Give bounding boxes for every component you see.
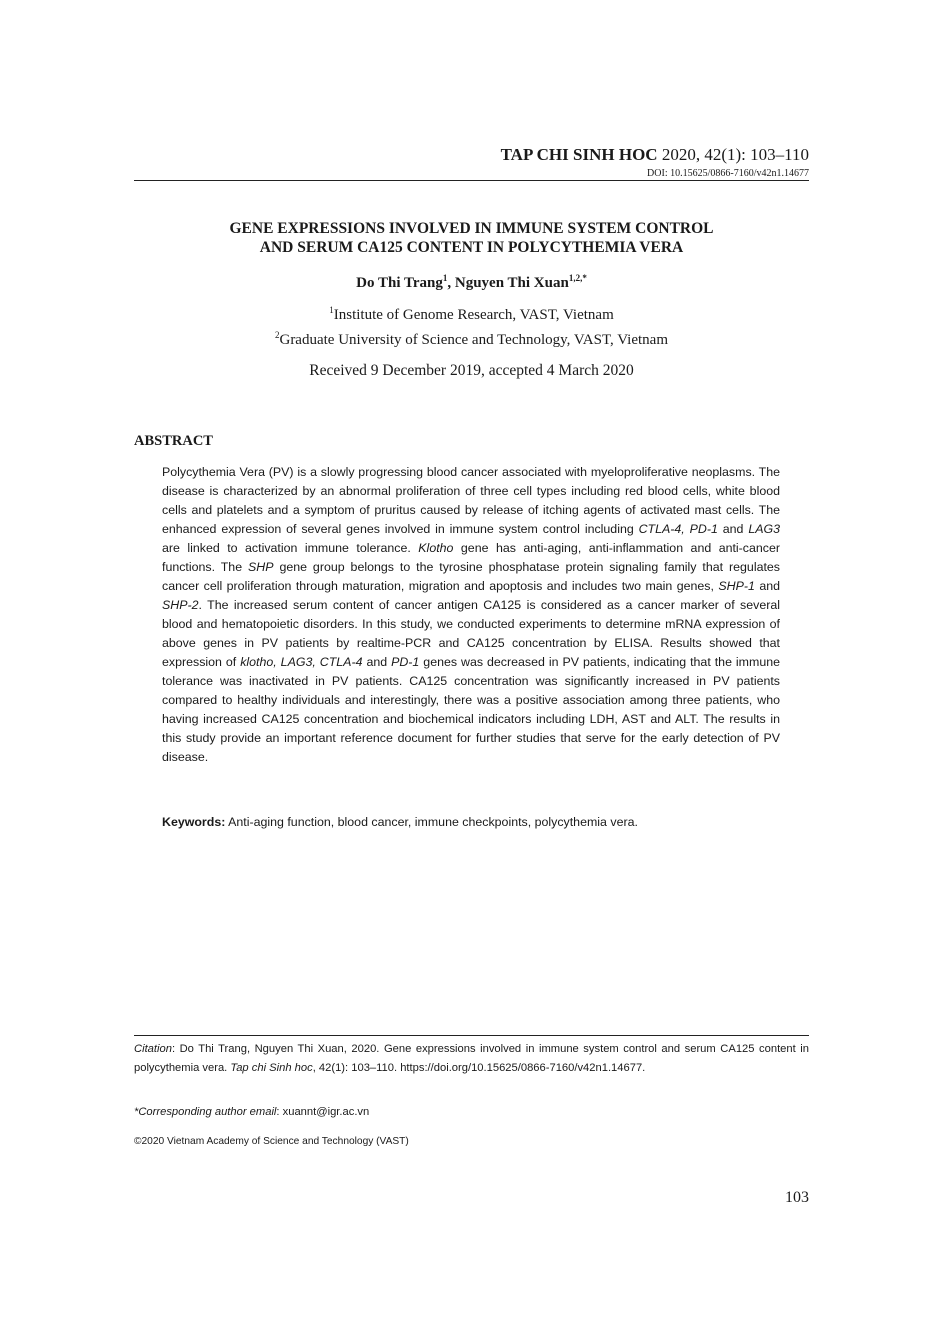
journal-header <box>501 145 809 179</box>
gene-name: Klotho <box>418 541 454 555</box>
abstract-text: gene group belongs to the tyrosine phosphatase protein signaling family that regulates cancer cell proliferation through maturation, migration and apoptosis and includes two main genes, <box>162 560 780 593</box>
abstract-text: Polycythemia Vera (PV) is a slowly progressing blood cancer associated with myeloproliferative neoplasms. The disease is characterized by an abnormal proliferation of three cell types including red blood cells, white blood cells and platelets and a symptom of pruritus caused by release of itching agents of activated mast cells. The enhanced expression of several genes involved in immune system control including <box>162 465 780 536</box>
gene-name: SHP-1 <box>718 579 755 593</box>
abstract-body <box>162 463 780 767</box>
affiliation-2-marker: 2 <box>274 330 280 340</box>
author-separator: , <box>447 275 455 291</box>
citation-text-tail[interactable]: , 42(1): 103–110. https://doi.org/10.15625/0866-7160/v42n1.14677. <box>312 1062 646 1074</box>
keywords-label: Keywords: <box>162 815 226 829</box>
keywords-text: Anti-aging function, blood cancer, immune checkpoints, polycythemia vera. <box>225 815 638 829</box>
author-1-affiliation: 1 <box>442 273 448 283</box>
journal-name: TAP CHI SINH HOC <box>500 145 658 164</box>
affiliation-2 <box>134 325 809 350</box>
copyright: ©2020 Vietnam Academy of Science and Technology (VAST) <box>134 1136 409 1147</box>
gene-name: LAG3 <box>748 522 780 536</box>
article-title-line-1: GENE EXPRESSIONS INVOLVED IN IMMUNE SYSTEM CONTROL <box>229 220 714 237</box>
gene-name: klotho, LAG3, CTLA-4 <box>240 655 363 669</box>
citation-text: : Do Thi Trang, Nguyen Thi Xuan, 2020. Gene expressions involved in immune system control and serum CA125 content in polycythemia vera. <box>134 1043 809 1074</box>
gene-name: SHP-2 <box>162 598 199 612</box>
article-title <box>134 219 809 257</box>
citation <box>134 1040 809 1078</box>
received-date: Received 9 December 2019, accepted 4 March 2020 <box>309 362 634 379</box>
corresponding-email[interactable]: : xuannt@igr.ac.vn <box>276 1106 370 1118</box>
abstract-text: are linked to activation immune tolerance. <box>162 541 419 555</box>
affiliation-2-text: Graduate University of Science and Technology, VAST, Vietnam <box>279 332 669 348</box>
corresponding-author <box>134 1106 369 1118</box>
authors <box>134 273 809 292</box>
author-2-affiliation: 1,2,* <box>568 273 587 283</box>
affiliation-1-marker: 1 <box>329 305 334 315</box>
abstract-text: . The increased serum content of cancer antigen CA125 is considered as a cancer marker of several blood and hematopoietic disorders. In this study, we conducted experiments to determine mRNA expression of above genes in PV patients by realtime-PCR and CA125 concentration by ELISA. Results showed that expression of <box>162 598 780 669</box>
author-2: Nguyen Thi Xuan <box>454 275 569 291</box>
doi: DOI: 10.15625/0866-7160/v42n1.14677 <box>647 168 809 179</box>
article-title-line-2: AND SERUM CA125 CONTENT IN POLYCYTHEMIA VERA <box>259 239 684 256</box>
abstract-text: gene has anti-aging, anti-inflammation and anti-cancer functions. The <box>162 541 780 574</box>
page-number: 103 <box>785 1189 809 1206</box>
gene-name: CTLA-4, PD-1 <box>638 522 718 536</box>
affiliation-1-text: Institute of Genome Research, VAST, Vietnam <box>333 307 614 323</box>
affiliations <box>134 300 809 350</box>
title-block <box>134 219 809 380</box>
abstract-text: genes was decreased in PV patients, indicating that the immune tolerance was inactivated in PV patients. CA125 concentration was significantly increased in PV patients compared to healthy individuals and interestingly, there was a positive association among three patients, who having increased CA125 concentration and biochemical indicators including LDH, AST and ALT. The results in this study provide an important reference document for further studies that serve for the early detection of PV disease. <box>162 655 780 764</box>
footer-divider <box>134 1035 809 1036</box>
abstract-text: and <box>362 655 392 669</box>
keywords <box>162 815 780 829</box>
corresponding-label: *Corresponding author email <box>134 1106 277 1118</box>
abstract-heading: ABSTRACT <box>134 433 213 449</box>
abstract-text: and <box>717 522 749 536</box>
journal-volume-pages: 2020, 42(1): 103–110 <box>657 145 809 164</box>
journal-citation-line <box>501 145 809 165</box>
gene-name: SHP <box>248 560 274 574</box>
author-1: Do Thi Trang <box>356 275 443 291</box>
abstract-text: and <box>754 579 781 593</box>
affiliation-1 <box>134 300 809 325</box>
citation-label: Citation <box>134 1043 172 1055</box>
gene-name: PD-1 <box>391 655 420 669</box>
citation-journal: Tap chi Sinh hoc <box>230 1062 313 1074</box>
header-divider <box>134 180 809 181</box>
